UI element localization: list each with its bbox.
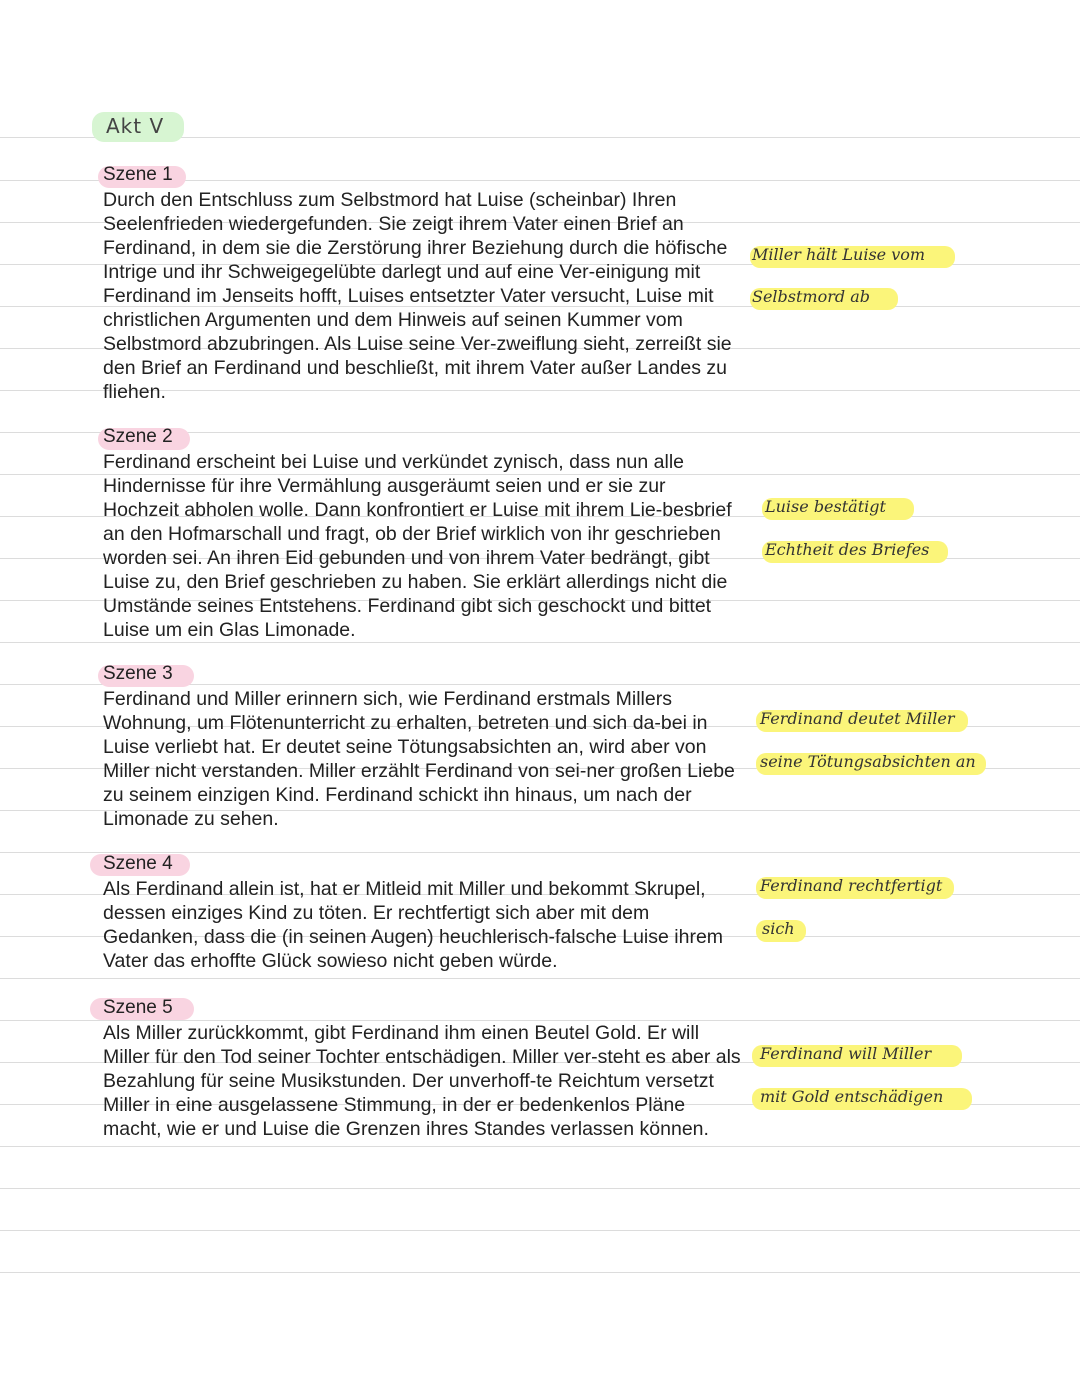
scene-3-note-line-2: seine Tötungsabsichten an [760, 752, 976, 771]
scene-4-label: Szene 4 [103, 853, 173, 874]
scene-5-text: Als Miller zurückkommt, gibt Ferdinand ihm einen Beutel Gold. Er will Miller für den Tod seiner Tochter entschädigen. Miller ver-steht es aber als Bezahlung für seine Musikstunden. Der unverhoff-te Reichtum versetzt Miller in eine ausgelassene Stimmung, in der er bedenkenlos Pläne macht, wie er und Luise die Grenzen ihres Standes verlassen können. [103, 1022, 741, 1140]
scene-4-note-line-2: sich [762, 919, 795, 938]
scene-2-text: Ferdinand erscheint bei Luise und verkündet zynisch, dass nun alle Hindernisse für ihre Vermählung ausgeräumt seien und er sie zur Hochzeit abholen wolle. Dann konfrontiert er Luise mit ihrem Lie-besbrief an den Hofmarschall und fragt, ob der Brief wirklich von ihr geschrieben worden sei. An ihren Eid gebunden und von ihrem Vater bedrängt, gibt Luise zu, den Brief geschrieben zu haben. Sie erklärt allerdings nicht die Umstände seines Entstehens. Ferdinand gibt sich geschockt und bittet Luise um ein Glas Limonade. [103, 451, 732, 641]
scene-4-note-line-1: Ferdinand rechtfertigt [760, 876, 943, 895]
scene-2-label: Szene 2 [103, 426, 173, 447]
scene-3-label: Szene 3 [103, 663, 173, 684]
scene-3-text: Ferdinand und Miller erinnern sich, wie Ferdinand erstmals Millers Wohnung, um Flötenunterricht zu erhalten, betreten und sich da-bei in Luise verliebt hat. Er deutet seine Tötungsabsichten an, wird aber von Miller nicht verstanden. Miller erzählt Ferdinand von sei-ner großen Liebe zu seinem einzigen Kind. Ferdinand schickt ihn hinaus, um nach der Limonade zu sehen. [103, 688, 735, 830]
scene-1-note-line-1: Miller hält Luise vom [752, 245, 926, 264]
scene-5-label: Szene 5 [103, 997, 173, 1018]
scene-1-text: Durch den Entschluss zum Selbstmord hat Luise (scheinbar) Ihren Seelenfrieden wiedergefunden. Sie zeigt ihrem Vater einen Brief an Ferdinand, in dem sie die Zerstörung ihrer Beziehung durch die höfische Intrige und ihr Schweigegelübte darlegt und auf eine Ver-einigung mit Ferdinand im Jenseits hofft, Luises entsetzter Vater versucht, Luise mit christlichen Argumenten und dem Hinweis auf seinen Kummer vom Selbstmord abzubringen. Als Luise seine Ver-zweiflung sieht, zerreißt sie den Brief an Ferdinand und beschließt, mit ihrem Vater außer Landes zu fliehen. [103, 189, 732, 403]
scene-2-note-line-2: Echtheit des Briefes [765, 540, 930, 559]
scene-5-note-line-1: Ferdinand will Miller [760, 1044, 932, 1063]
scene-4-text: Als Ferdinand allein ist, hat er Mitleid mit Miller und bekommt Skrupel, dessen einziges Kind zu töten. Er rechtfertigt sich aber mit dem Gedanken, dass die (in seinen Augen) heuchlerisch-falsche Luise ihrem Vater das erhoffte Glück sowieso nicht geben würde. [103, 878, 724, 972]
scene-1-label: Szene 1 [103, 164, 173, 185]
scene-1-note-line-2: Selbstmord ab [752, 287, 870, 306]
scene-3-note-line-1: Ferdinand deutet Miller [760, 709, 955, 728]
scene-5-note-line-2: mit Gold entschädigen [760, 1087, 944, 1106]
page-title: Akt V [106, 114, 165, 138]
scene-2-note-line-1: Luise bestätigt [765, 497, 886, 516]
